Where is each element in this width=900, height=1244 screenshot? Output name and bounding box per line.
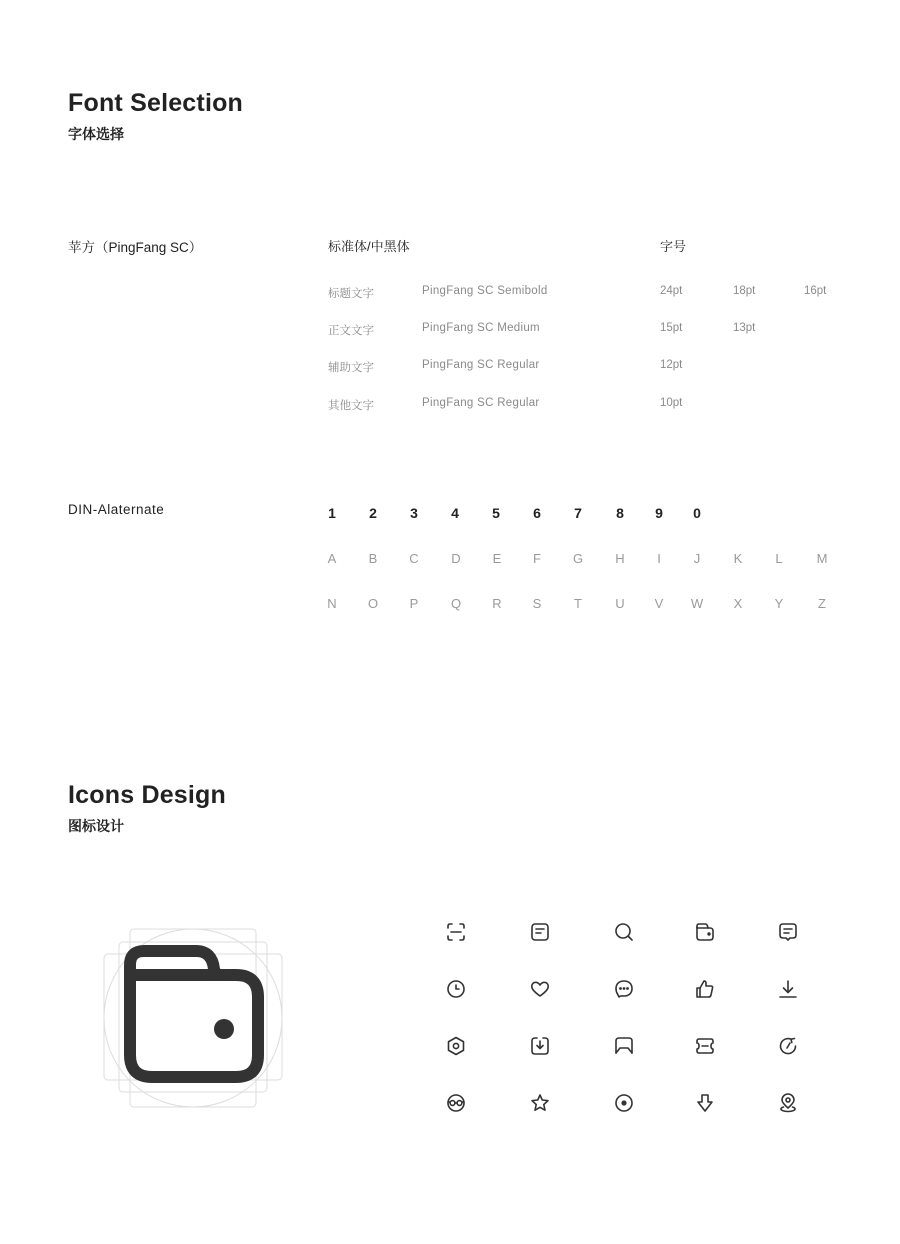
wallet-icon — [694, 921, 716, 943]
icons-section-subtitle: 图标设计 — [68, 818, 124, 834]
glasses-icon — [445, 1092, 467, 1114]
download-box-icon — [529, 1035, 551, 1057]
row-font: PingFang SC Regular — [422, 397, 540, 409]
letter-glyph: L — [775, 551, 783, 566]
heart-icon — [529, 978, 551, 1000]
note-icon — [529, 921, 551, 943]
location-icon — [777, 1092, 799, 1114]
row-size: 18pt — [733, 285, 756, 297]
row-font: PingFang SC Regular — [422, 359, 540, 371]
letter-glyph: Z — [818, 596, 826, 611]
letter-glyph: X — [733, 596, 743, 611]
ticket-icon — [694, 1035, 716, 1057]
letter-glyph: G — [572, 551, 584, 566]
row-size: 15pt — [660, 322, 683, 334]
letter-glyph: S — [532, 596, 542, 611]
arrow-down-icon — [694, 1092, 716, 1114]
letter-glyph: B — [368, 551, 378, 566]
wallet-icon — [100, 925, 286, 1111]
digit-glyph: 3 — [410, 505, 418, 521]
chat-icon — [613, 978, 635, 1000]
letter-glyph: I — [657, 551, 661, 566]
letter-glyph: O — [367, 596, 379, 611]
row-font: PingFang SC Semibold — [422, 285, 548, 297]
letter-glyph: Y — [774, 596, 784, 611]
download-icon — [777, 978, 799, 1000]
font-section-subtitle: 字体选择 — [68, 126, 124, 142]
digit-glyph: 4 — [451, 505, 459, 521]
digit-glyph: 7 — [574, 505, 582, 521]
row-size: 24pt — [660, 285, 683, 297]
digit-glyph: 0 — [693, 505, 701, 521]
letter-glyph: M — [816, 551, 828, 566]
row-label: 正文文字 — [328, 325, 374, 337]
letter-glyph: E — [492, 551, 502, 566]
letter-glyph: P — [409, 596, 419, 611]
row-size: 16pt — [804, 285, 827, 297]
hero-icon-keyline — [100, 925, 286, 1111]
letter-glyph: V — [654, 596, 664, 611]
letter-glyph: R — [492, 596, 502, 611]
clock-icon — [445, 978, 467, 1000]
letter-glyph: A — [327, 551, 337, 566]
digit-glyph: 6 — [533, 505, 541, 521]
letter-glyph: H — [615, 551, 625, 566]
letter-glyph: C — [409, 551, 419, 566]
thumbs-up-icon — [694, 978, 716, 1000]
star-icon — [529, 1092, 551, 1114]
message-icon — [777, 921, 799, 943]
weights-header: 标准体/中黑体 — [328, 239, 410, 254]
letter-glyph: K — [733, 551, 743, 566]
row-size: 10pt — [660, 397, 683, 409]
size-header: 字号 — [660, 239, 687, 254]
row-label: 辅助文字 — [328, 362, 374, 374]
letter-glyph: U — [615, 596, 625, 611]
refresh-icon — [777, 1035, 799, 1057]
digit-glyph: 1 — [328, 505, 336, 521]
scan-icon — [445, 921, 467, 943]
row-label: 其他文字 — [328, 400, 374, 412]
letter-glyph: D — [451, 551, 461, 566]
letter-glyph: W — [690, 596, 704, 611]
letter-glyph: T — [574, 596, 582, 611]
letter-glyph: Q — [450, 596, 462, 611]
digit-glyph: 9 — [655, 505, 663, 521]
record-icon — [613, 1092, 635, 1114]
row-label: 标题文字 — [328, 288, 374, 300]
row-size: 12pt — [660, 359, 683, 371]
letter-glyph: N — [327, 596, 337, 611]
letter-glyph: F — [533, 551, 541, 566]
font-section-title: Font Selection — [68, 89, 244, 117]
number-font-name: DIN-Alaternate — [68, 502, 165, 517]
digit-glyph: 5 — [492, 505, 500, 521]
letter-glyph: J — [693, 551, 701, 566]
row-size: 13pt — [733, 322, 756, 334]
primary-font-name: 苹方（PingFang SC） — [68, 240, 203, 255]
laptop-icon — [613, 1035, 635, 1057]
digit-glyph: 2 — [369, 505, 377, 521]
digit-glyph: 8 — [616, 505, 624, 521]
search-icon — [613, 921, 635, 943]
hexagon-settings-icon — [445, 1035, 467, 1057]
row-font: PingFang SC Medium — [422, 322, 540, 334]
icons-section-title: Icons Design — [68, 781, 226, 809]
